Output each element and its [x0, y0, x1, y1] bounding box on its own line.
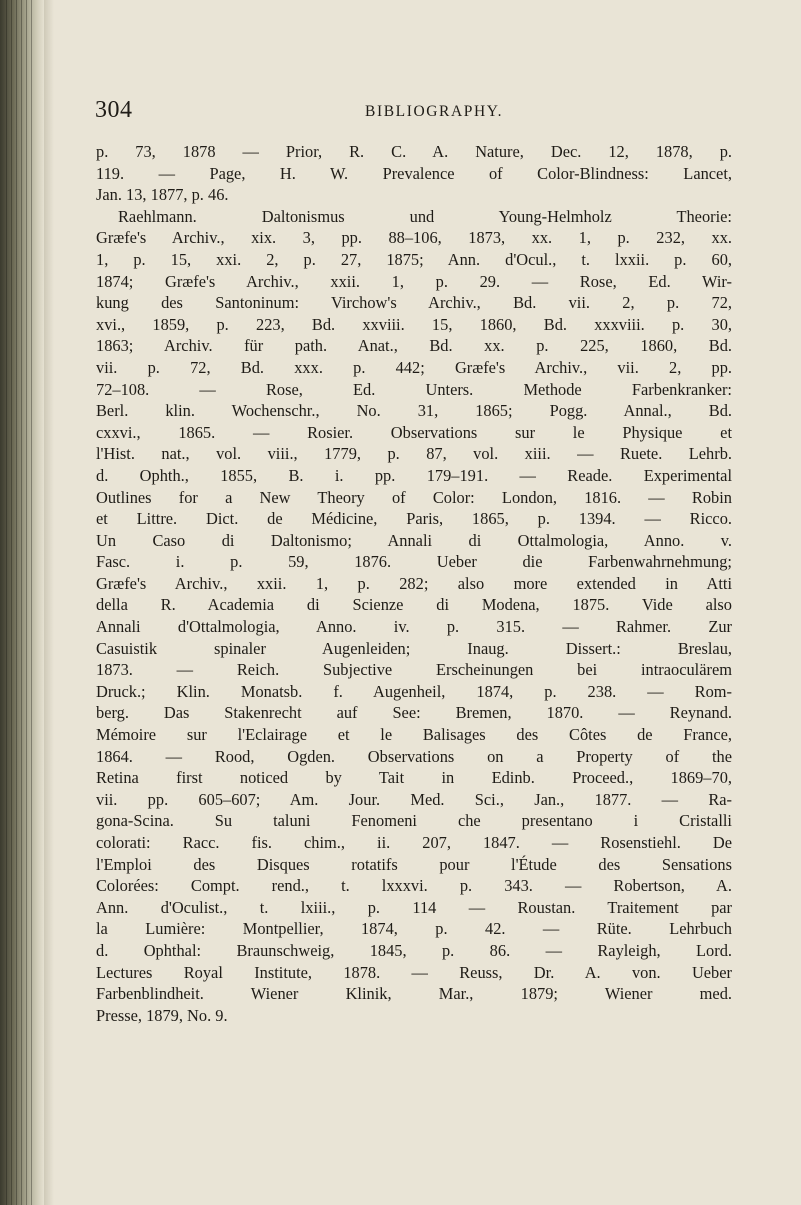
text-line: Casuistik spinaler Augenleiden; Inaug. Dissert.: Breslau,	[96, 638, 732, 658]
text-line: berg. Das Stakenrecht auf See: Bremen, 1870. — Reynand.	[96, 703, 732, 723]
text-line: cxxvi., 1865. — Rosier. Observations sur le Physique et	[96, 422, 732, 442]
text-line: Ann. d'Oculist., t. lxiii., p. 114 — Roustan. Traitement par	[96, 897, 732, 917]
text-line: d. Ophthal: Braunschweig, 1845, p. 86. — Rayleigh, Lord.	[96, 940, 732, 960]
text-line: vii. p. 72, Bd. xxx. p. 442; Græfe's Archiv., vii. 2, pp.	[96, 357, 732, 377]
text-line: 1864. — Rood, Ogden. Observations on a Property of the	[96, 746, 732, 766]
page-number: 304	[95, 97, 133, 123]
text-line: Farbenblindheit. Wiener Klinik, Mar., 1879; Wiener med.	[96, 984, 732, 1004]
text-line: l'Emploi des Disques rotatifs pour l'Étude des Sensations	[96, 854, 732, 874]
text-line: kung des Santoninum: Virchow's Archiv., Bd. vii. 2, p. 72,	[96, 293, 732, 313]
text-line: 1873. — Reich. Subjective Erscheinungen bei intraoculärem	[96, 660, 732, 680]
text-line: Un Caso di Daltonismo; Annali di Ottalmologia, Anno. v.	[96, 530, 732, 550]
text-line: 1863; Archiv. für path. Anat., Bd. xx. p. 225, 1860, Bd.	[96, 336, 732, 356]
text-line: Outlines for a New Theory of Color: London, 1816. — Robin	[96, 487, 732, 507]
text-line: xvi., 1859, p. 223, Bd. xxviii. 15, 1860, Bd. xxxviii. p. 30,	[96, 314, 732, 334]
text-line: Colorées: Compt. rend., t. lxxxvi. p. 343. — Robertson, A.	[96, 876, 732, 896]
page-header	[95, 97, 735, 127]
text-line: et Littre. Dict. de Médicine, Paris, 1865, p. 1394. — Ricco.	[96, 509, 732, 529]
running-title: BIBLIOGRAPHY.	[365, 103, 504, 120]
text-line: gona-Scina. Su taluni Fenomeni che presentano i Cristalli	[96, 811, 732, 831]
text-line: p. 73, 1878 — Prior, R. C. A. Nature, Dec. 12, 1878, p.	[96, 142, 732, 161]
binding-edge-lines	[6, 0, 36, 1205]
text-line: Raehlmann. Daltonismus und Young-Helmholz Theorie:	[118, 206, 732, 226]
text-line: Græfe's Archiv., xix. 3, pp. 88–106, 1873, xx. 1, p. 232, xx.	[96, 228, 732, 248]
page-gutter	[44, 0, 54, 1205]
text-line: 119. — Page, H. W. Prevalence of Color-Blindness: Lancet,	[96, 163, 732, 183]
text-line: Presse, 1879, No. 9.	[96, 1005, 228, 1025]
text-line: 1874; Græfe's Archiv., xxii. 1, p. 29. — Rose, Ed. Wir-	[96, 271, 732, 291]
text-line: vii. pp. 605–607; Am. Jour. Med. Sci., Jan., 1877. — Ra-	[96, 789, 732, 809]
text-line: Berl. klin. Wochenschr., No. 31, 1865; Pogg. Annal., Bd.	[96, 401, 732, 421]
text-line: colorati: Racc. fis. chim., ii. 207, 1847. — Rosenstiehl. De	[96, 833, 732, 852]
text-line: Retina first noticed by Tait in Edinb. Proceed., 1869–70,	[96, 768, 732, 788]
bibliography-text	[96, 141, 732, 1026]
text-line: Mémoire sur l'Eclairage et le Balisages des Côtes de France,	[96, 725, 732, 745]
text-line: della R. Academia di Scienze di Modena, 1875. Vide also	[96, 595, 732, 615]
text-line: Annali d'Ottalmologia, Anno. iv. p. 315. — Rahmer. Zur	[96, 617, 732, 637]
text-line: Lectures Royal Institute, 1878. — Reuss, Dr. A. von. Ueber	[96, 962, 732, 982]
text-line: Druck.; Klin. Monatsb. f. Augenheil, 1874, p. 238. — Rom-	[96, 681, 732, 701]
text-line: 72–108. — Rose, Ed. Unters. Methode Farbenkranker:	[96, 379, 732, 399]
text-line: 1, p. 15, xxi. 2, p. 27, 1875; Ann. d'Ocul., t. lxxii. p. 60,	[96, 249, 732, 269]
text-line: d. Ophth., 1855, B. i. pp. 179–191. — Reade. Experimental	[96, 465, 732, 485]
book-spine-shadow	[0, 0, 44, 1205]
text-line: Jan. 13, 1877, p. 46.	[96, 185, 229, 205]
text-line: Fasc. i. p. 59, 1876. Ueber die Farbenwahrnehmung;	[96, 552, 732, 572]
text-line: la Lumière: Montpellier, 1874, p. 42. — Rüte. Lehrbuch	[96, 919, 732, 939]
text-line: l'Hist. nat., vol. viii., 1779, p. 87, vol. xiii. — Ruete. Lehrb.	[96, 444, 732, 464]
text-line: Græfe's Archiv., xxii. 1, p. 282; also more extended in Atti	[96, 573, 732, 593]
